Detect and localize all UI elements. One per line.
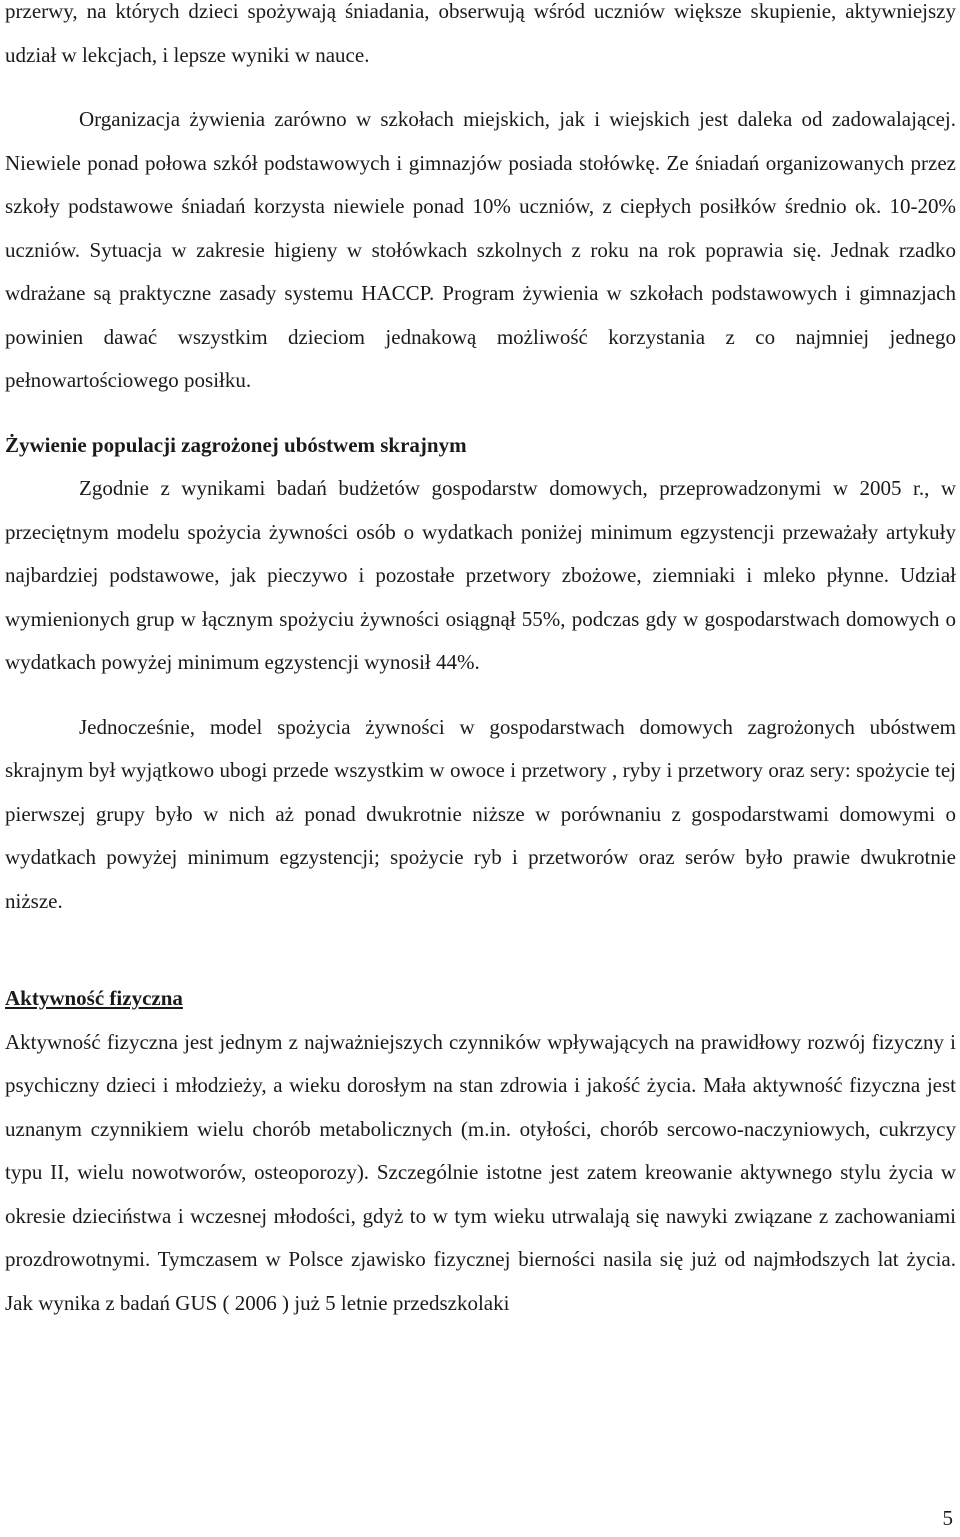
paragraph-school-breakfast: przerwy, na których dzieci spożywają śniadania, obserwują wśród uczniów większe skupienie, aktywniejszy udział w lekcjach, i lepsze wyniki w nauce. (5, 0, 956, 67)
heading-physical-activity: Aktywność fizyczna (5, 986, 183, 1010)
paragraph-school-catering: Organizacja żywienia zarówno w szkołach miejskich, jak i wiejskich jest daleka od zadowalającej. Niewiele ponad połowa szkół podstawowych i gimnazjów posiada stołówkę. Ze śniadań organizowanych przez szkoły podstawowe śniadań korzysta niewiele ponad 10% uczniów, z ciepłych posiłków średnio ok. 10-20% uczniów. Sytuacja w zakresie higieny w stołówkach szkolnych z roku na rok poprawia się. Jednak rzadko wdrażane są praktyczne zasady systemu HACCP. Program żywienia w szkołach podstawowych i gimnazjach powinien dawać wszystkim dzieciom jednakową możliwość korzystania z co najmniej jednego pełnowartościowego posiłku. (5, 107, 956, 392)
document-page (5, 0, 956, 1325)
paragraph-consumption-model: Jednocześnie, model spożycia żywności w gospodarstwach domowych zagrożonych ubóstwem skrajnym był wyjątkowo ubogi przede wszystkim w owoce i przetwory , ryby i przetwory oraz sery: spożycie tej pierwszej grupy było w nich aż ponad dwukrotnie niższe w porównaniu z gospodarstwami domowymi o wydatkach powyżej minimum egzystencji; spożycie ryb i przetworów oraz serów było prawie dwukrotnie niższe. (5, 714, 956, 913)
page-number: 5 (942, 1506, 953, 1530)
paragraph-household-budgets: Zgodnie z wynikami badań budżetów gospodarstw domowych, przeprowadzonymi w 2005 r., w przeciętnym modelu spożycia żywności osób o wydatkach poniżej minimum egzystencji przeważały artykuły najbardziej podstawowe, jak pieczywo i pozostałe przetwory zbożowe, ziemniaki i mleko płynne. Udział wymienionych grup w łącznym spożyciu żywności osiągnął 55%, podczas gdy w gospodarstwach domowych o wydatkach powyżej minimum egzystencji wynosił 44%. (5, 476, 956, 674)
heading-extreme-poverty-nutrition: Żywienie populacji zagrożonej ubóstwem skrajnym (5, 432, 467, 457)
paragraph-physical-activity: Aktywność fizyczna jest jednym z najważniejszych czynników wpływających na prawidłowy rozwój fizyczny i psychiczny dzieci i młodzieży, a wieku dorosłym na stan zdrowia i jakość życia. Mała aktywność fizyczna jest uznanym czynnikiem wielu chorób metabolicznych (m.in. otyłości, chorób sercowo-naczyniowych, cukrzycy typu II, wielu nowotworów, osteoporozy). Szczególnie istotne jest zatem kreowanie aktywnego stylu życia w okresie dzieciństwa i wczesnej młodości, gdyż to w tym wieku utrwalają się nawyki związane z zachowaniami prozdrowotnymi. Tymczasem w Polsce zjawisko fizycznej bierności nasila się już od najmłodszych lat życia. Jak wynika z badań GUS ( 2006 ) już 5 letnie przedszkolaki (5, 1029, 956, 1315)
